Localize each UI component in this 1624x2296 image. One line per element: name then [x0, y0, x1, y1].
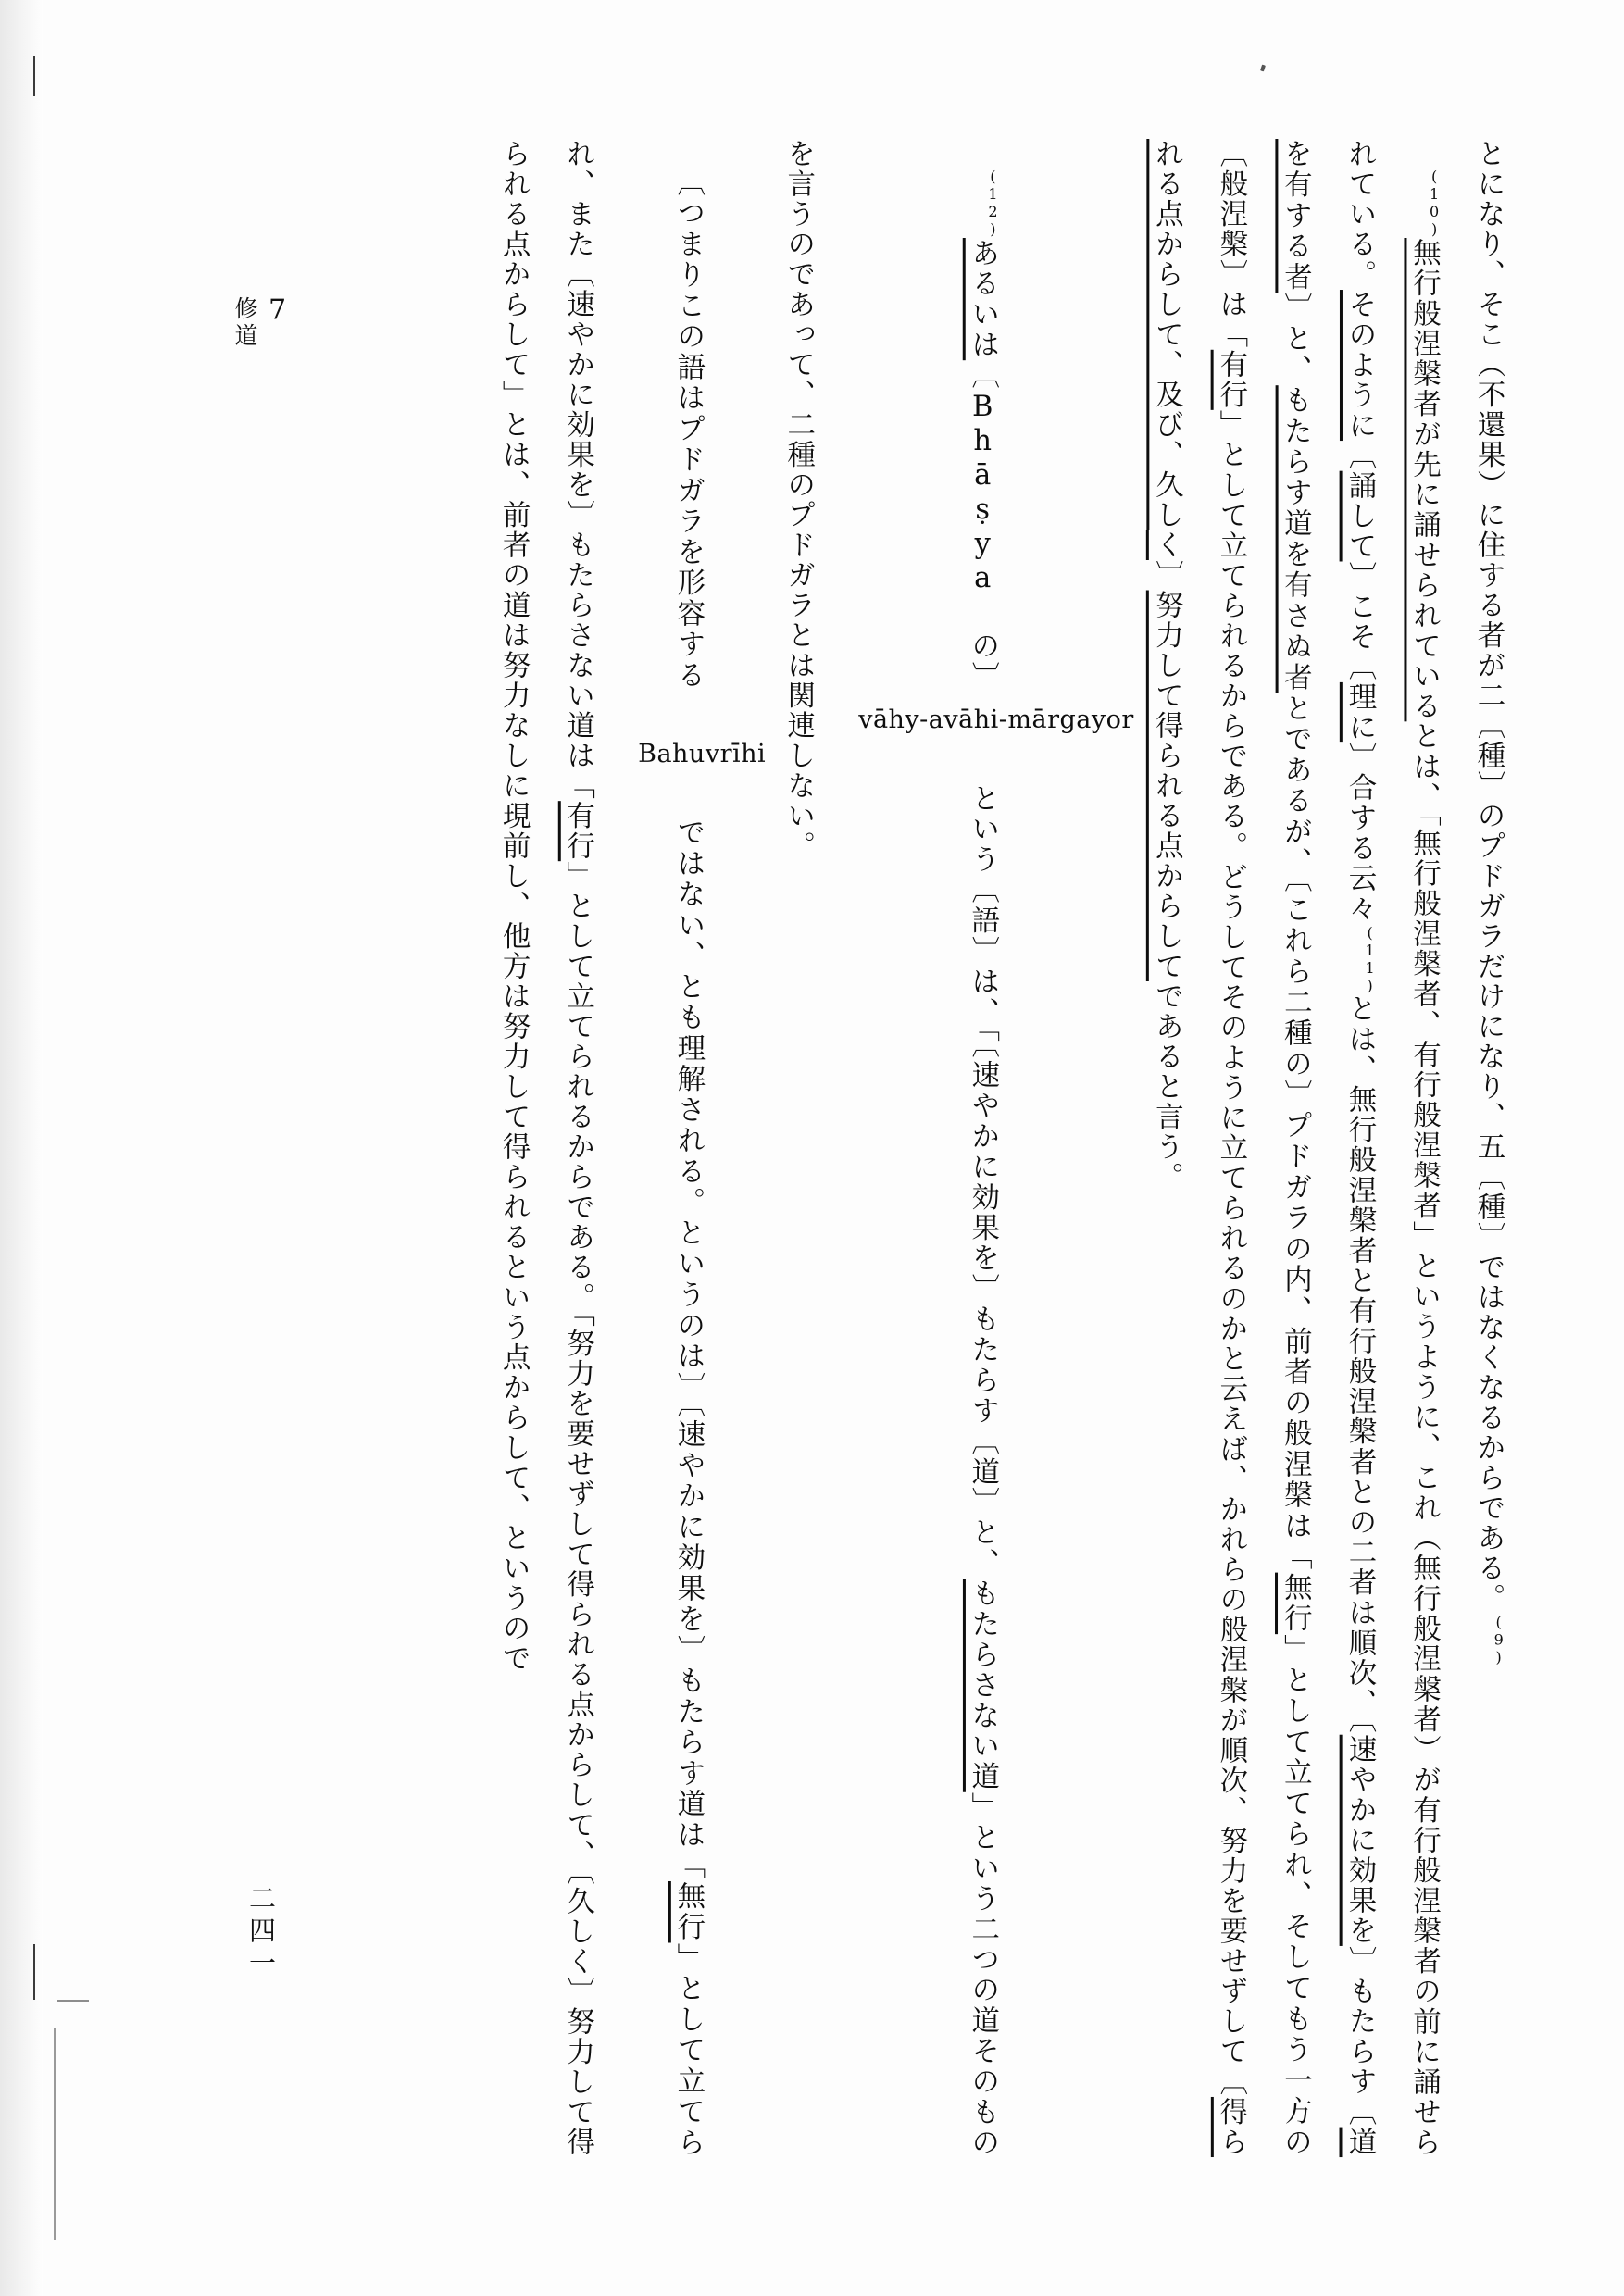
underlined-run: 有行 [1214, 349, 1247, 410]
chapter-title: 修道 [231, 296, 258, 350]
underlined-run: もたらさない道 [966, 1578, 999, 1792]
paragraph-4: 〔つまりこの語はプドガラを形容する Bahuvrīhi ではない、とも理解される。というのは〕〔速やかに効果を〕もたらす道は「無行」として立てられ、また〔速やかに効果を〕もたらさない道は「有行」として立てられるからである。「努力を要せずして得られる点からして、〔久しく〕努力して得られる点からして」とは、前者の道は努力なしに現前し、他方は努力して得られるという点からして、というので [497, 139, 767, 2158]
underlined-run: あるいは [966, 237, 999, 360]
paragraph-3: $^{(12)}$あるいは〔Bhāṣya の〕vāhy-avāhi-mārgayor という〔語〕は、「〔速やかに効果を〕もたらす〔道〕と、もたらさない道」という二つの道そのものを言うのであって、二種のプドガラとは関連しない。 [781, 139, 1134, 2158]
underlined-run: もたらす道を有さぬ者 [1279, 385, 1312, 693]
paragraph-2: $^{(10)}$無行般涅槃者が先に誦せられているとは、「無行般涅槃者、有行般涅槃者」というように、これ（無行般涅槃者）が有行般涅槃者の前に誦せられている。そのように〔誦して〕こそ〔理に〕合する云々$^{(11)}$とは、無行般涅槃者と有行般涅槃者との二者は順次、〔速やかに効果を〕もたらす〔道を有する者〕と、もたらす道を有さぬ者とであるが、〔これら二種の〕プドガラの内、前者の般涅槃は「無行」として立てられ、そしてもう一方の〔般涅槃〕は「有行」として立てられるからである。どうしてそのように立てられるのかと云えば、かれらの般涅槃が順次、努力を要せずして〔得られる点からして、及び、久しく〕努力して得られる点からしてであると言う。 [1150, 139, 1443, 2158]
underlined-run: 得られる点からして、及び、久し [1150, 139, 1247, 2158]
chapter-number: 7 [268, 296, 287, 324]
footnote-ref-10: (10) [1425, 167, 1443, 238]
underlined-run: 誦して [1343, 470, 1376, 562]
underlined-run: 理に [1343, 681, 1376, 743]
underlined-run: 無行 [1279, 1572, 1312, 1635]
binding-shadow [0, 0, 43, 2296]
underlined-run: 無行般涅槃者が先に誦せられている [1407, 237, 1441, 721]
underlined-run: 道を有する者 [1279, 139, 1376, 2158]
scan-speck [1260, 65, 1266, 72]
underlined-run: 有行 [561, 801, 594, 862]
body-text [372, 139, 1520, 2157]
latin-term: vāhy-avāhi-mārgayor [858, 705, 1134, 734]
underlined-run: そのように [1343, 290, 1376, 442]
scan-edge-line [54, 2028, 56, 2240]
underlined-run: 無行 [671, 1880, 705, 1942]
chapter-running-head [228, 296, 294, 356]
footnote-ref-12: (12) [983, 167, 1002, 238]
underlined-run: く [1150, 530, 1183, 560]
underlined-run: 努力して得られる点からして [1150, 590, 1183, 981]
footnote-ref-9: (9) [1490, 1613, 1508, 1666]
scan-tick-mark-bottom [33, 1944, 35, 2000]
footnote-ref-11: (11) [1361, 923, 1380, 994]
page-number: 二四一 [245, 1884, 277, 1981]
underlined-run: 速やかに効果を [1343, 1734, 1376, 1946]
latin-term: Bahuvrīhi [638, 739, 767, 768]
scan-edge-dashes [57, 2000, 89, 2002]
paragraph-1: とになり、そこ（不還果）に住する者が二〔種〕のプドガラだけになり、五〔種〕ではなくなるからである。$^{(9)}$ [1472, 139, 1508, 1666]
scan-tick-mark-top [33, 56, 35, 96]
